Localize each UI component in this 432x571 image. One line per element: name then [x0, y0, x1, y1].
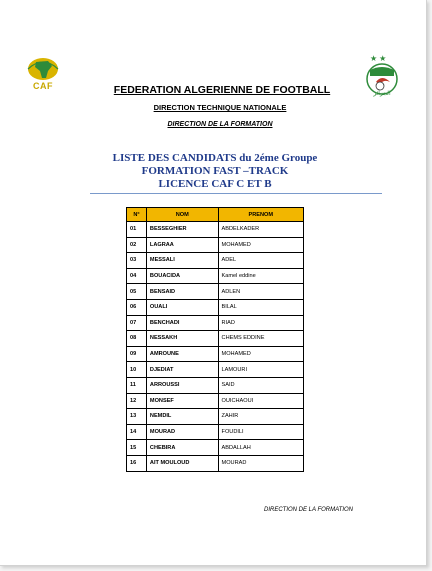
- table-row: [127, 299, 304, 315]
- cell-prenom: FOUDILI: [218, 424, 303, 440]
- cell-num: 05: [127, 284, 147, 300]
- table-row: [127, 346, 304, 362]
- table-row: [127, 253, 304, 269]
- table-row: [127, 393, 304, 409]
- cell-prenom: MOHAMED: [218, 237, 303, 253]
- cell-nom: MOURAD: [146, 424, 218, 440]
- table-row: [127, 237, 304, 253]
- cell-nom: NEMDIL: [146, 409, 218, 425]
- direction-technique-heading: DIRECTION TECHNIQUE NATIONALE: [153, 103, 287, 112]
- cell-num: 01: [127, 222, 147, 238]
- cell-num: 03: [127, 253, 147, 269]
- cell-num: 13: [127, 409, 147, 425]
- cell-num: 11: [127, 377, 147, 393]
- cell-num: 08: [127, 331, 147, 347]
- table-row: [127, 440, 304, 456]
- cell-nom: MONSEF: [146, 393, 218, 409]
- candidates-table: [126, 207, 304, 472]
- faf-stars-icon: ★★: [370, 54, 389, 63]
- cell-num: 10: [127, 362, 147, 378]
- cell-prenom: ADEL: [218, 253, 303, 269]
- cell-prenom: ZAHIR: [218, 409, 303, 425]
- cell-nom: AIT MOULOUD: [146, 455, 218, 471]
- table-row: [127, 222, 304, 238]
- cell-nom: BOUACIDA: [146, 268, 218, 284]
- faf-arabic-text: الجزائر: [373, 91, 391, 97]
- cell-num: 06: [127, 299, 147, 315]
- cell-nom: CHEBIRA: [146, 440, 218, 456]
- cell-prenom: Kamel eddine: [218, 268, 303, 284]
- table-row: [127, 455, 304, 471]
- cell-num: 12: [127, 393, 147, 409]
- cell-prenom: MOHAMED: [218, 346, 303, 362]
- cell-prenom: RIAD: [218, 315, 303, 331]
- table-row: [127, 331, 304, 347]
- table-row: [127, 409, 304, 425]
- cell-prenom: ABDALLAH: [218, 440, 303, 456]
- cell-prenom: SAID: [218, 377, 303, 393]
- table-row: [127, 268, 304, 284]
- cell-num: 07: [127, 315, 147, 331]
- caf-logo: [26, 57, 74, 95]
- cell-prenom: OUICHAOUI: [218, 393, 303, 409]
- caf-logo-text: CAF: [33, 81, 53, 91]
- cell-nom: MESSALI: [146, 253, 218, 269]
- table-row: [127, 424, 304, 440]
- cell-nom: BENSAID: [146, 284, 218, 300]
- title-divider: [90, 193, 382, 194]
- federation-heading: FEDERATION ALGERIENNE DE FOOTBALL: [113, 84, 331, 96]
- cell-nom: LAGRAA: [146, 237, 218, 253]
- cell-nom: BENCHADI: [146, 315, 218, 331]
- table-row: [127, 362, 304, 378]
- cell-num: 04: [127, 268, 147, 284]
- document-title: [90, 152, 340, 191]
- cell-nom: BESSEGHIER: [146, 222, 218, 238]
- footer-signature: DIRECTION DE LA FORMATION: [264, 507, 354, 513]
- cell-nom: DJEDIAT: [146, 362, 218, 378]
- title-line-2: FORMATION FAST –TRACK: [141, 165, 289, 177]
- cell-num: 14: [127, 424, 147, 440]
- caf-emblem-icon: [26, 57, 74, 83]
- cell-num: 15: [127, 440, 147, 456]
- cell-prenom: ADLEN: [218, 284, 303, 300]
- cell-nom: AMROUNE: [146, 346, 218, 362]
- cell-prenom: BILAL: [218, 299, 303, 315]
- title-line-3: LICENCE CAF C ET B: [158, 178, 272, 190]
- header-nom: NOM: [146, 208, 218, 222]
- table-header-row: [127, 208, 304, 222]
- cell-num: 09: [127, 346, 147, 362]
- cell-prenom: ABDELKADER: [218, 222, 303, 238]
- direction-formation-heading: DIRECTION DE LA FORMATION: [167, 121, 273, 128]
- cell-prenom: LAMOURI: [218, 362, 303, 378]
- cell-prenom: CHEMS EDDINE: [218, 331, 303, 347]
- cell-num: 02: [127, 237, 147, 253]
- title-line-1: LISTE DES CANDIDATS du 2éme Groupe: [112, 152, 318, 164]
- table-row: [127, 284, 304, 300]
- table-row: [127, 377, 304, 393]
- cell-nom: NESSAKH: [146, 331, 218, 347]
- cell-nom: OUALI: [146, 299, 218, 315]
- cell-num: 16: [127, 455, 147, 471]
- cell-nom: ARROUSSI: [146, 377, 218, 393]
- cell-prenom: MOURAD: [218, 455, 303, 471]
- header-prenom: PRENOM: [218, 208, 303, 222]
- table-row: [127, 315, 304, 331]
- faf-logo: [360, 54, 404, 104]
- header-num: N°: [127, 208, 147, 222]
